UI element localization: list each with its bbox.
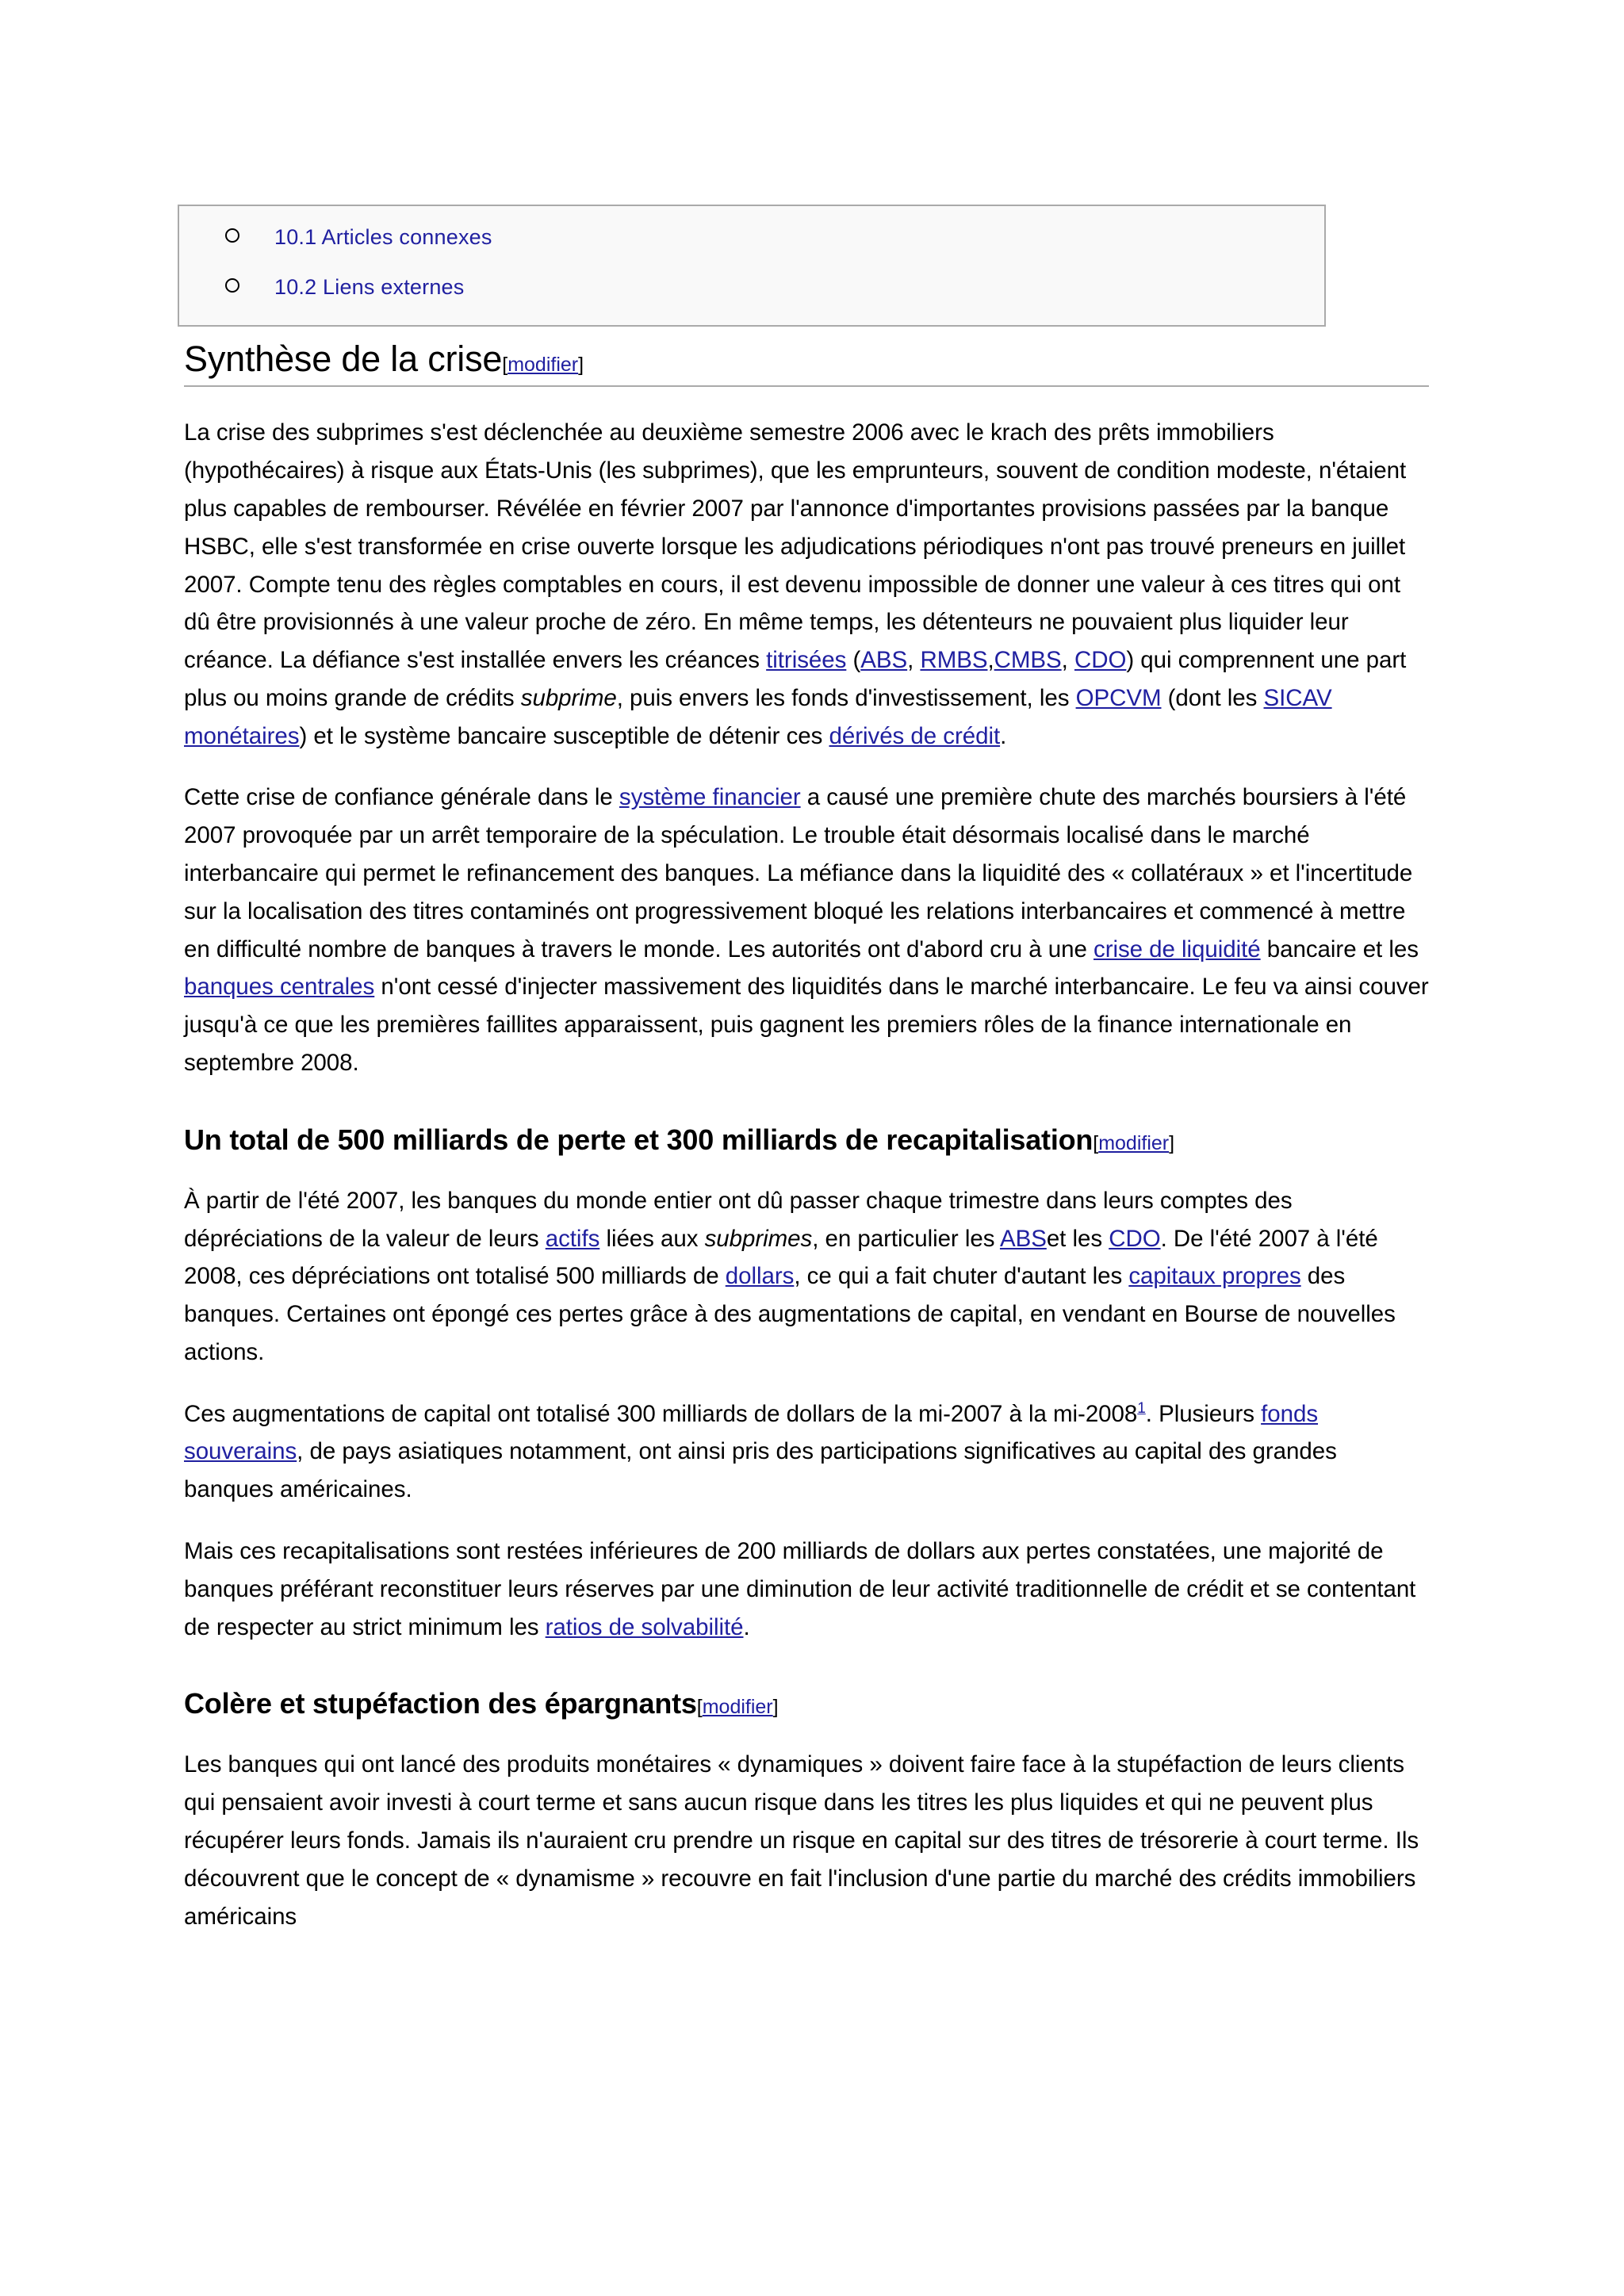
bracket-open: [ (1093, 1131, 1099, 1154)
body-text: , (987, 647, 994, 674)
edit-section-link[interactable]: modifier (1098, 1131, 1170, 1154)
body-text: , (907, 647, 921, 674)
toc-item[interactable] (203, 227, 1300, 248)
body-text: , ce qui a fait chuter d'autant les (794, 1263, 1129, 1290)
wiki-link[interactable]: dérivés de crédit (829, 722, 1001, 749)
table-of-contents (178, 205, 1326, 327)
section-title: Un total de 500 milliards de perte et 300 milliards de recapitalisation (184, 1123, 1094, 1156)
bracket-close: ] (1169, 1131, 1175, 1154)
emphasis-text: subprime (520, 684, 617, 711)
wiki-link[interactable]: crise de liquidité (1094, 936, 1261, 962)
circle-bullet-icon (225, 278, 239, 293)
body-text: , puis envers les fonds d'investissement, les (616, 684, 1076, 711)
wiki-link[interactable]: dollars (725, 1263, 795, 1290)
wiki-link[interactable]: capitaux propres (1128, 1263, 1301, 1290)
wiki-link[interactable]: ABS (999, 1225, 1047, 1252)
body-text: (dont les (1161, 684, 1264, 711)
toc-link-liens-externes[interactable]: 10.2 Liens externes (274, 275, 465, 299)
wiki-link[interactable]: OPCVM (1075, 684, 1162, 711)
circle-bullet-icon (225, 228, 239, 243)
body-text: ) et le système bancaire susceptible de détenir ces (299, 722, 829, 749)
body-text: des banques. Certaines ont épongé ces pertes grâce à des augmentations de capital, en vendant en Bourse de nouvelles actions. (184, 1263, 1396, 1365)
wiki-link[interactable]: banques centrales (184, 974, 375, 1001)
sections-container (184, 339, 1429, 1935)
body-text: n'ont cessé d'injecter massivement des liquidités dans le marché interbancaire. Le feu va ainsi couver jusqu'à ce que les premières faillites apparaissent, puis gagnent les premiers rôles de la finance internationale en septembre 2008. (184, 974, 1429, 1076)
toc-item[interactable] (203, 277, 1300, 298)
body-text: Cette crise de confiance générale dans le (184, 784, 619, 811)
paragraph-p6 (184, 1746, 1429, 1935)
footnote-reference[interactable] (1137, 1400, 1146, 1417)
emphasis-text: subprimes (704, 1225, 813, 1252)
edit-section-link[interactable]: modifier (508, 354, 579, 376)
body-text: À partir de l'été 2007, les banques du monde entier ont dû passer chaque trimestre dans leurs comptes des dépréciations de la valeur de leurs (184, 1187, 1293, 1252)
body-text: La crise des subprimes s'est déclenchée au deuxième semestre 2006 avec le krach des prêts immobiliers (hypothécaires) à risque aux États-Unis (les subprimes), que les emprunteurs, souvent de condition modeste, n'étaient plus capables de rembourser. Révélée en février 2007 par l'annonce d'importantes provisions passées par la banque HSBC, elle s'est transformée en crise ouverte lorsque les adjudications périodiques n'ont pas trouvé preneurs en juillet 2007. Compte tenu des règles comptables en cours, il est devenu impossible de donner une valeur à ces titres qui ont dû être provisionnés à une valeur proche de zéro. En même temps, les détenteurs ne pouvaient plus liquider leur créance. La défiance s'est installée envers les créances (184, 419, 1407, 674)
bracket-close: ] (578, 354, 584, 376)
edit-section-wrapper (1093, 1132, 1174, 1154)
body-text: ) qui comprennent une part plus ou moins grande de crédits (184, 647, 1407, 711)
wiki-link[interactable]: titrisées (766, 647, 847, 674)
body-text: bancaire et les (1260, 936, 1419, 962)
section-heading-synthese (184, 339, 1429, 387)
bracket-open: [ (696, 1696, 703, 1719)
wiki-link[interactable]: CDO (1074, 647, 1127, 674)
paragraph-p3 (184, 1182, 1429, 1372)
body-text: a causé une première chute des marchés boursiers à l'été 2007 provoquée par un arrêt temporaire de la spéculation. Le trouble était désormais localisé dans le marché interbancaire qui permet le refinancement des banques. La méfiance dans la liquidité des « collatéraux » et l'incertitude sur la localisation des titres contaminés ont progressivement bloqué les relations interbancaires et commencé à mettre en difficulté nombre de banques à travers le monde. Les autorités ont d'abord cru à une (184, 784, 1413, 962)
body-text: Les banques qui ont lancé des produits monétaires « dynamiques » doivent faire face à la stupéfaction de leurs clients qui pensaient avoir investi à court terme et sans aucun risque dans les titres les plus liquides et qui ne peuvent plus récupérer leurs fonds. Jamais ils n'auraient cru prendre un risque en capital sur des titres de trésorerie à court terme. Ils découvrent que le concept de « dynamisme » recouvre en fait l'inclusion d'une partie du marché des crédits immobiliers américains (184, 1751, 1419, 1930)
edit-section-link[interactable]: modifier (702, 1696, 773, 1719)
body-text: . (743, 1613, 750, 1640)
section-title: Synthèse de la crise (184, 339, 503, 379)
wiki-link[interactable]: SICAV monétaires (184, 684, 1332, 749)
wiki-link[interactable]: actifs (545, 1225, 600, 1252)
paragraph-p4 (184, 1395, 1429, 1509)
wiki-link[interactable]: ratios de solvabilité (545, 1613, 744, 1640)
body-text: Mais ces recapitalisations sont restées inférieures de 200 milliards de dollars aux pertes constatées, une majorité de banques préférant reconstituer leurs réserves par une diminution de leur activité traditionnelle de crédit et se contentant de respecter au strict minimum les (184, 1538, 1416, 1640)
edit-section-wrapper (697, 1696, 779, 1718)
toc-list (203, 227, 1300, 298)
wiki-link[interactable]: système financier (619, 784, 801, 811)
body-text: . De l'été 2007 à l'été 2008, ces dépréciations ont totalisé 500 milliards de (184, 1225, 1378, 1290)
paragraph-p1 (184, 414, 1429, 755)
bracket-open: [ (502, 354, 508, 376)
body-text: Ces augmentations de capital ont totalisé 300 milliards de dollars de la mi-2007 à la mi-2008 (184, 1400, 1138, 1427)
footnote-link[interactable]: 1 (1137, 1399, 1146, 1417)
wiki-link[interactable]: CDO (1109, 1225, 1161, 1252)
wiki-link[interactable]: ABS (860, 647, 908, 674)
wiki-link[interactable]: fonds souverains (184, 1400, 1319, 1465)
edit-section-wrapper (502, 354, 584, 376)
paragraph-p5 (184, 1533, 1429, 1646)
body-text: , (1061, 647, 1074, 674)
paragraph-p2 (184, 779, 1429, 1081)
body-text: ( (846, 647, 861, 674)
wiki-link[interactable]: CMBS (994, 647, 1062, 674)
body-text: et les (1046, 1225, 1109, 1252)
wiki-link[interactable]: RMBS (920, 647, 988, 674)
section-heading-colere (184, 1686, 1429, 1722)
body-text: liées aux (599, 1225, 705, 1252)
body-text: , de pays asiatiques notamment, ont ainsi pris des participations significatives au capital des grandes banques américaines. (184, 1438, 1337, 1503)
section-heading-total-500 (184, 1122, 1429, 1158)
body-text: , en particulier les (812, 1225, 1000, 1252)
bracket-close: ] (772, 1696, 779, 1719)
toc-link-articles-connexes[interactable]: 10.1 Articles connexes (274, 225, 492, 249)
section-title: Colère et stupéfaction des épargnants (184, 1687, 697, 1720)
article-content (184, 205, 1429, 1935)
body-text: . (1000, 722, 1007, 749)
body-text: . Plusieurs (1145, 1400, 1262, 1427)
